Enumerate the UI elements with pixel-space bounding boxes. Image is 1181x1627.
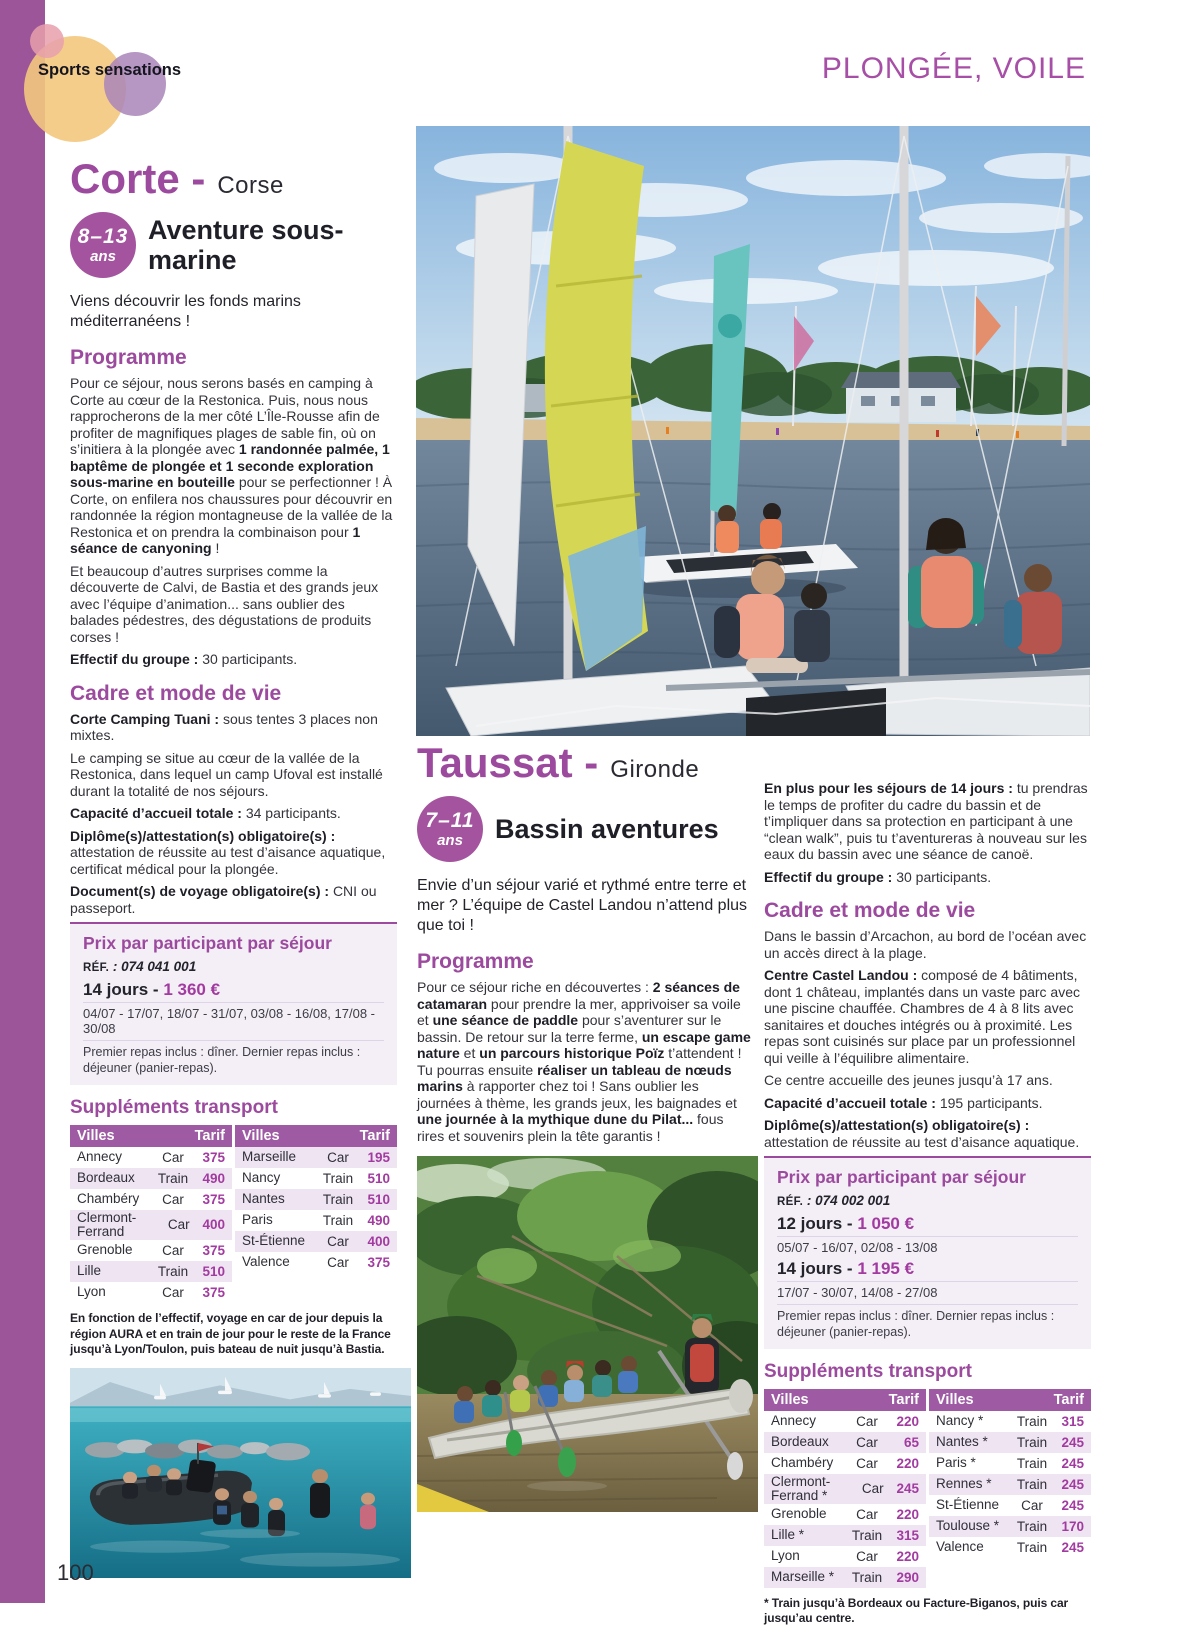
transport-row [70,1147,232,1168]
section-taussat [417,739,751,1512]
tarif-cell: 375 [202,1243,225,1259]
cadre-paragraph [764,928,1091,961]
text: Dans le bassin d’Arcachon, au bord de l’océan avec un accès direct à la plage. [764,928,1087,961]
text: Ce centre accueille des jeunes jusqu’à 17 ans. [764,1072,1053,1089]
effectif-line [70,651,397,668]
age-range: 8–13 [77,225,129,248]
city-cell: Nantes [242,1191,285,1207]
tarif-cell: 220 [896,1548,919,1564]
tarif-cell: 490 [202,1170,225,1186]
tarif-cell: 510 [367,1191,390,1207]
transport-row [764,1411,926,1432]
bold-text: 1 randonnée palmée, 1 baptême de plongée et 1 seconde exploration sous-marine en bouteille [70,441,390,491]
tarif-cell: 315 [1061,1413,1084,1429]
city-cell: Lille [77,1263,102,1279]
table-header [235,1125,397,1147]
reference-line [777,1193,1078,1208]
col-tarif: Tarif [888,1391,919,1408]
sejour-region: Gironde [610,756,700,783]
city-cell: Clermont-Ferrand [77,1209,137,1239]
bold-text: Document(s) de voyage obligatoire(s) : [70,883,333,900]
offer-line [777,1259,1078,1282]
table-rows [764,1411,926,1588]
bold-text: Diplôme(s)/attestation(s) obligatoire(s) : [70,827,336,844]
text: pour se perfectionner ! À Corte, on enfilera nos chaussures pour découvrir en randonnée la région montagneuse de la vallée de la Restonica et on prendra la combinaison pour [70,474,393,540]
section-taussat-details [764,780,1091,1627]
city-cell: St-Étienne [242,1233,306,1249]
offer-price: 1 360 € [163,980,221,1000]
bold-text: une séance de paddle [432,1012,579,1029]
mode-cell: Car [856,1434,878,1450]
photo-sailing-catamarans [416,126,1090,736]
cadre-paragraph [764,1072,1091,1089]
city-cell: Marseille * [771,1569,835,1585]
offer-line [83,980,384,1003]
mode-cell: Car [1021,1497,1043,1513]
mode-cell: Train [1016,1476,1048,1492]
transport-row [764,1432,926,1453]
cadre-paragraph [764,1117,1091,1150]
transport-row [764,1453,926,1474]
mode-cell: Car [856,1413,878,1429]
bold-text: 2 séances de catamaran [417,979,740,1012]
cadre-paragraph [70,883,397,916]
sejour-title [70,155,397,202]
mode-cell: Car [162,1285,184,1301]
col-villes: Villes [242,1127,280,1144]
table-rows [235,1147,397,1273]
tarif-cell: 245 [1061,1434,1084,1450]
text: et [459,1045,480,1062]
sejour-region: Corse [217,172,284,199]
transport-table [764,1389,1091,1588]
col-tarif: Tarif [1053,1391,1084,1408]
city-cell: Lyon [77,1284,106,1300]
table-header [764,1389,926,1411]
canoe-illustration [417,1156,758,1512]
text: 30 participants. [202,651,298,668]
city-cell: Lyon [771,1548,800,1564]
transport-row [929,1411,1091,1432]
transport-row [764,1525,926,1546]
bold-text: un escape game nature [417,1028,751,1062]
mode-cell: Train [1016,1413,1048,1429]
bold-text: réaliser un tableau de nœuds marins [417,1061,732,1095]
offer-dates: 05/07 - 16/07, 02/08 - 13/08 [777,1240,938,1256]
bold-text: Capacité d’accueil totale : [764,1094,940,1111]
bold-text: un parcours historique Poïz [479,1045,665,1062]
tarif-cell: 510 [202,1264,225,1280]
text: 34 participants. [245,805,341,822]
logo-circle-pink [30,24,64,58]
transport-row [764,1474,926,1504]
tarif-cell: 375 [202,1191,225,1207]
city-cell: Valence [242,1254,290,1270]
city-cell: Rennes * [936,1475,992,1491]
transport-row [764,1567,926,1588]
age-unit: ans [437,832,463,849]
tarif-cell: 245 [1061,1455,1084,1471]
transport-row [235,1210,397,1231]
tarif-cell: 170 [1061,1518,1084,1534]
price-box [764,1156,1091,1348]
col-villes: Villes [77,1127,115,1144]
city-cell: Lille * [771,1527,805,1543]
city-cell: Paris [242,1212,273,1228]
sejour-subtitle: Bassin aventures [495,813,719,844]
transport-row [929,1453,1091,1474]
photo-diving-boat [70,1368,411,1578]
badge-row [70,212,397,278]
tarif-cell: 245 [1061,1497,1084,1513]
offer-dates: 04/07 - 17/07, 18/07 - 31/07, 03/08 - 16/08, 17/08 - 30/08 [83,1006,375,1037]
mode-cell: Car [162,1149,184,1165]
city-cell: Clermont-Ferrand * [771,1473,831,1503]
transport-subtable-right [929,1389,1091,1588]
city-cell: Paris * [936,1454,976,1470]
mode-cell: Car [327,1149,349,1165]
text: t’attendent ! Tu pourras ensuite [417,1045,742,1078]
text: sous tentes 3 places non mixtes. [70,710,378,744]
transport-row [764,1546,926,1567]
sejour-subtitle: Aventure sous-marine [148,214,344,275]
sejour-city: Taussat - [417,739,599,786]
mode-cell: Train [157,1170,189,1186]
reference-label: RÉF. [83,962,110,975]
badge-row [417,796,751,862]
transport-heading: Suppléments transport [764,1360,972,1382]
cadre-paragraph [70,711,397,744]
mode-cell: Car [856,1548,878,1564]
transport-footnote: * Train jusqu’à Bordeaux ou Facture-Biganos, puis car jusqu’au centre. [764,1595,1069,1626]
bold-text: Effectif du groupe : [70,651,203,668]
bold-text: une journée à la mythique dune du Pilat... [417,1111,694,1128]
diving-illustration [70,1368,411,1578]
programme-paragraph [70,375,397,557]
section-corte [70,155,397,1578]
transport-note: En fonction de l’effectif, voyage en car de jour depuis la région AURA et en train de jour pour le reste de la France jusqu’à Lyon/Toulon, puis bateau de nuit jusqu’à Bastia. [70,1311,391,1357]
brand-name: Sports sensations [38,61,182,79]
table-rows [929,1411,1091,1558]
transport-row [235,1168,397,1189]
text: composé de 4 bâtiments, dont 1 château, implantés dans un vaste parc avec une piscine chauffée. Chambres de 4 à 8 lits avec sanitaires et douches intégrés ou à proximité. Les repas sont cuisinés sur place par un professionnel qui veille à l’équilibre alimentaire. [764,967,1080,1066]
tarif-cell: 315 [896,1527,919,1543]
transport-subtable-left [764,1389,926,1588]
age-badge [417,796,483,862]
city-cell: Nantes * [936,1433,988,1449]
city-cell: Chambéry [77,1191,140,1207]
cadre-paragraph [70,805,397,822]
text: 195 participants. [939,1094,1043,1111]
city-cell: Chambéry [771,1454,834,1470]
price-box [70,922,397,1084]
reference-value: : 074 002 001 [803,1193,891,1209]
tarif-cell: 400 [367,1233,390,1249]
offer-duration: 12 jours - [777,1214,858,1234]
tarif-cell: 220 [896,1455,919,1471]
transport-row [235,1231,397,1252]
mode-cell: Car [856,1506,878,1522]
mode-cell: Train [322,1170,354,1186]
mode-cell: Train [1016,1518,1048,1534]
bold-text: 1 séance de canyoning [70,523,361,557]
text: à rapporter chez toi ! Sans oublier les journées à thème, les grands jeux, les baignades et [417,1078,737,1111]
programme-heading: Programme [417,950,534,973]
tarif-cell: 400 [202,1217,225,1233]
sejour-intro: Viens découvrir les fonds marins méditerranéens ! [70,293,301,330]
tarif-cell: 490 [367,1212,390,1228]
transport-row [70,1210,232,1240]
text: pour s’aventurer sur le bassin. De retour sur la terre ferme, [417,1012,722,1045]
mode-cell: Train [1016,1455,1048,1471]
sejour-title [417,739,751,786]
reference-line [83,959,384,974]
programme-paragraph [70,563,397,646]
offer-price: 1 195 € [857,1259,915,1279]
col-tarif: Tarif [359,1127,390,1144]
sailing-illustration [416,126,1090,736]
programme-paragraph [417,979,751,1144]
tarif-cell: 220 [896,1506,919,1522]
tarif-cell: 375 [202,1285,225,1301]
offer-price: 1 050 € [857,1214,915,1234]
cadre-heading: Cadre et mode de vie [70,681,282,705]
cadre-paragraph [764,967,1091,1066]
tarif-cell: 65 [903,1434,919,1450]
transport-row [70,1240,232,1261]
programme-heading: Programme [70,346,187,369]
transport-row [764,1504,926,1525]
page-number: 100 [57,1560,94,1585]
category-title: PLONGÉE, VOILE [821,52,1086,85]
text: Et beaucoup d’autres surprises comme la découverte de Calvi, de Bastia et des grands jeux avec l’équipe d’animation... sans oublier des balades pédestres, des dégustations de produits corses ! [70,562,379,645]
cadre-paragraph [70,828,397,878]
mode-cell: Car [861,1481,884,1497]
text: 30 participants. [896,868,992,885]
text: Le camping se situe au cœur de la vallée de la Restonica, dans lequel un camp Ufoval est installé durant la totalité de nos séjours. [70,749,383,799]
effectif-line [764,869,1091,886]
tarif-cell: 290 [896,1569,919,1585]
mode-cell: Train [851,1527,883,1543]
reference-label: RÉF. [777,1196,804,1209]
text: CNI ou passeport. [70,883,377,916]
city-cell: Valence [936,1538,984,1554]
mode-cell: Train [322,1191,354,1207]
offer-dates: 17/07 - 30/07, 14/08 - 27/08 [777,1285,938,1301]
table-header [70,1125,232,1147]
bold-text: Diplôme(s)/attestation(s) obligatoire(s) : [764,1117,1030,1134]
page-accent-bar [0,0,45,1603]
mode-cell: Car [167,1217,190,1233]
city-cell: Bordeaux [77,1170,135,1186]
meals-note: Premier repas inclus : dîner. Dernier repas inclus : déjeuner (panier-repas). [83,1040,384,1076]
transport-subtable-left [70,1125,232,1303]
mode-cell: Train [1016,1539,1048,1555]
mode-cell: Car [327,1233,349,1249]
bold-text: Centre Castel Landou : [764,967,922,984]
reference-value: : 074 041 001 [109,959,197,975]
tarif-cell: 510 [367,1170,390,1186]
tarif-cell: 245 [1061,1476,1084,1492]
sejour-intro: Envie d’un séjour varié et rythmé entre terre et mer ? L’équipe de Castel Landou n’attend plus que toi ! [417,877,748,934]
city-cell: Toulouse * [936,1517,1000,1533]
photo-canoe-river [417,1156,758,1512]
text: fous rires et souvenirs plein la tête garantis ! [417,1111,724,1144]
sejour-city: Corte - [70,155,206,202]
city-cell: Nancy * [936,1412,984,1428]
text: attestation de réussite au test d’aisance aquatique. [764,1133,1080,1150]
mode-cell: Train [157,1264,189,1280]
transport-row [70,1168,232,1189]
price-heading: Prix par participant par séjour [83,933,332,954]
cadre-paragraph [764,1095,1091,1112]
text: Pour ce séjour riche en découvertes : [417,979,653,995]
age-range: 7–11 [425,809,475,832]
offer-line [777,1214,1078,1237]
transport-row [929,1432,1091,1453]
bold-text: En plus pour les séjours de 14 jours : [764,780,1017,796]
mode-cell: Car [856,1455,878,1471]
brand-logo [0,0,280,150]
cadre-paragraph [70,750,397,800]
transport-subtable-right [235,1125,397,1303]
tarif-cell: 195 [367,1149,390,1165]
meals-note: Premier repas inclus : dîner. Dernier repas inclus : déjeuner (panier-repas). [777,1304,1078,1340]
transport-row [70,1261,232,1282]
bold-text: Corte Camping Tuani : [70,710,223,727]
extra-paragraph [764,780,1091,863]
price-heading: Prix par participant par séjour [777,1167,1026,1188]
text: attestation de réussite au test d’aisance aquatique, certificat médical pour la plongée. [70,844,386,877]
transport-row [929,1474,1091,1495]
city-cell: Nancy [242,1170,281,1186]
mode-cell: Train [1016,1434,1048,1450]
mode-cell: Car [162,1191,184,1207]
city-cell: Grenoble [771,1506,827,1522]
table-rows [70,1147,232,1303]
age-unit: ans [90,248,116,265]
transport-row [235,1147,397,1168]
city-cell: Marseille [242,1149,297,1165]
transport-row [929,1495,1091,1516]
tarif-cell: 375 [202,1149,225,1165]
bold-text: Effectif du groupe : [764,868,897,885]
col-tarif: Tarif [194,1127,225,1144]
city-cell: Annecy [77,1149,123,1165]
col-villes: Villes [936,1391,974,1408]
mode-cell: Train [322,1212,354,1228]
table-header [929,1389,1091,1411]
transport-row [929,1516,1091,1537]
bold-text: Capacité d’accueil totale : [70,805,246,822]
tarif-cell: 375 [367,1254,390,1270]
transport-row [70,1189,232,1210]
offer-duration: 14 jours - [83,980,164,1000]
tarif-cell: 245 [896,1481,919,1497]
text: ! [211,540,220,557]
transport-row [70,1282,232,1303]
col-villes: Villes [771,1391,809,1408]
tarif-cell: 245 [1061,1539,1084,1555]
city-cell: Bordeaux [771,1433,829,1449]
city-cell: St-Étienne [936,1496,1000,1512]
transport-table [70,1125,397,1303]
offer-duration: 14 jours - [777,1259,858,1279]
mode-cell: Car [327,1254,349,1270]
transport-row [235,1252,397,1273]
transport-row [235,1189,397,1210]
text: Pour ce séjour, nous serons basés en camping à Corte au cœur de la Restonica. Puis, nous nous rapprocherons de la mer côté L’Île-Rousse afin de profiter de magnifiques plages de sable fin, où on s’initiera à la plongée avec [70,375,380,458]
city-cell: Grenoble [77,1242,133,1258]
city-cell: Annecy [771,1412,817,1428]
age-badge [70,212,136,278]
tarif-cell: 220 [896,1413,919,1429]
cadre-heading: Cadre et mode de vie [764,899,976,923]
text: pour prendre la mer, apprivoiser sa voile et [417,995,741,1029]
transport-heading: Suppléments transport [70,1096,278,1118]
mode-cell: Car [162,1243,184,1259]
text: tu prendras le temps de profiter du cadre du bassin et de t’impliquer dans sa protection en participant à une “clean walk”, puis tu t’aventureras à nouveau sur les eaux du bassin avec une séance de canoë. [764,780,1088,863]
transport-row [929,1537,1091,1558]
mode-cell: Train [851,1569,883,1585]
